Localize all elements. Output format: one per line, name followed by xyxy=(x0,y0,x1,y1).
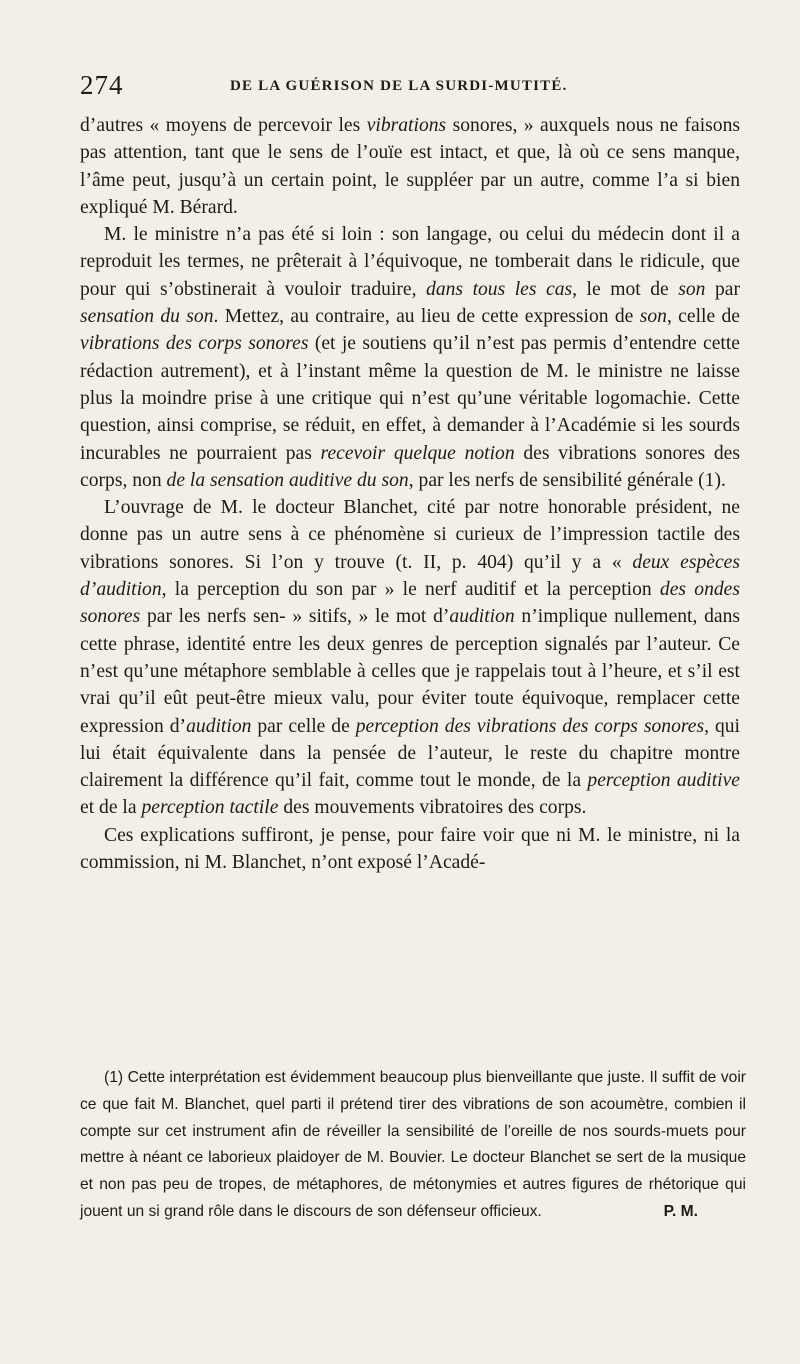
footnote-text: (1) Cette interprétation est évidemment beaucoup plus bienveillante que juste. Il suffit de voir ce que fait M. Blanchet, quel parti il prétend tirer des vibrations de son acoumètre, combien il compte sur cet instrument afin de réveiller la sensibilité de l’oreille de nos sourds-muets pour mettre à néant ce laborieux plaidoyer de M. Bouvier. Le docteur Blanchet se sert de la musique et non pas peu de tropes, de métaphores, de métonymies et autres figures de rhétorique qui jouent un si grand rôle dans le discours de son défenseur officieux. P. M. xyxy=(80,1065,746,1226)
paragraph-1: d’autres « moyens de percevoir les vibrations sonores, » auxquels nous ne faisons pas attention, tant que le sens de l’ouïe est intact, et que, là où ce sens manque, l’âme peut, jusqu’à un certain point, le suppléer par un autre, comme l’a si bien expliqué M. Bérard. xyxy=(80,115,740,218)
paragraph-2: M. le ministre n’a pas été si loin : son langage, ou celui du médecin dont il a reproduit les termes, ne prêterait à l’équivoque, ne tomberait dans le ridicule, que pour qui s’obstinerait à vouloir traduire, dans tous les cas, le mot de son par sensation du son. Mettez, au contraire, au lieu de cette expression de son, celle de vibrations des corps sonores (et je soutiens qu’il n’est pas permis d’entendre cette rédaction autrement), et à l’instant même la question de M. le ministre ne laisse plus la moindre prise à une critique qui n’est qu’une véritable logomachie. Cette question, ainsi comprise, se réduit, en effet, à demander à l’Académie si les sourds incurables ne pourraient pas recevoir quelque notion des vibrations sonores des corps, non de la sensation auditive du son, par les nerfs de sensibilité générale (1). xyxy=(80,224,741,491)
paragraph-3: L’ouvrage de M. le docteur Blanchet, cité par notre honorable président, ne donne pas un autre sens à ce phénomène si curieux de l’impression tactile des vibrations sonores. Si l’on y trouve (t. II, p. 404) qu’il y a « deux espèces d’audition, la perception du son par » le nerf auditif et la perception des ondes sonores par les nerfs sen- » sitifs, » le mot d’audition n’implique nullement, dans cette phrase, identité entre les deux genres de perception signalés par l’auteur. Ce n’est qu’une métaphore semblable à celles que je rappelais tout à l’heure, et s’il est vrai qu’il eût peut-être mieux valu, pour éviter toute équivoque, remplacer cette expression d’audition par celle de perception des vibrations des corps sonores, qui lui était équivalente dans la pensée de l’auteur, le reste du chapitre montre clairement la différence qu’il fait, comme tout le monde, de la perception auditive et de la perception tactile des mouvements vibratoires des corps. xyxy=(80,497,740,819)
running-title: DE LA GUÉRISON DE LA SURDI-MUTITÉ. xyxy=(230,78,568,94)
page-number: 274 xyxy=(80,70,124,100)
main-text xyxy=(80,112,740,876)
page-header xyxy=(80,70,740,104)
footnote-signature: P. M. xyxy=(663,1202,698,1220)
paragraph-4: Ces explications suffiront, je pense, pour faire voir que ni M. le ministre, ni la commission, ni M. Blanchet, n’ont exposé l’Acadé- xyxy=(80,824,740,874)
footnote xyxy=(80,1065,746,1226)
